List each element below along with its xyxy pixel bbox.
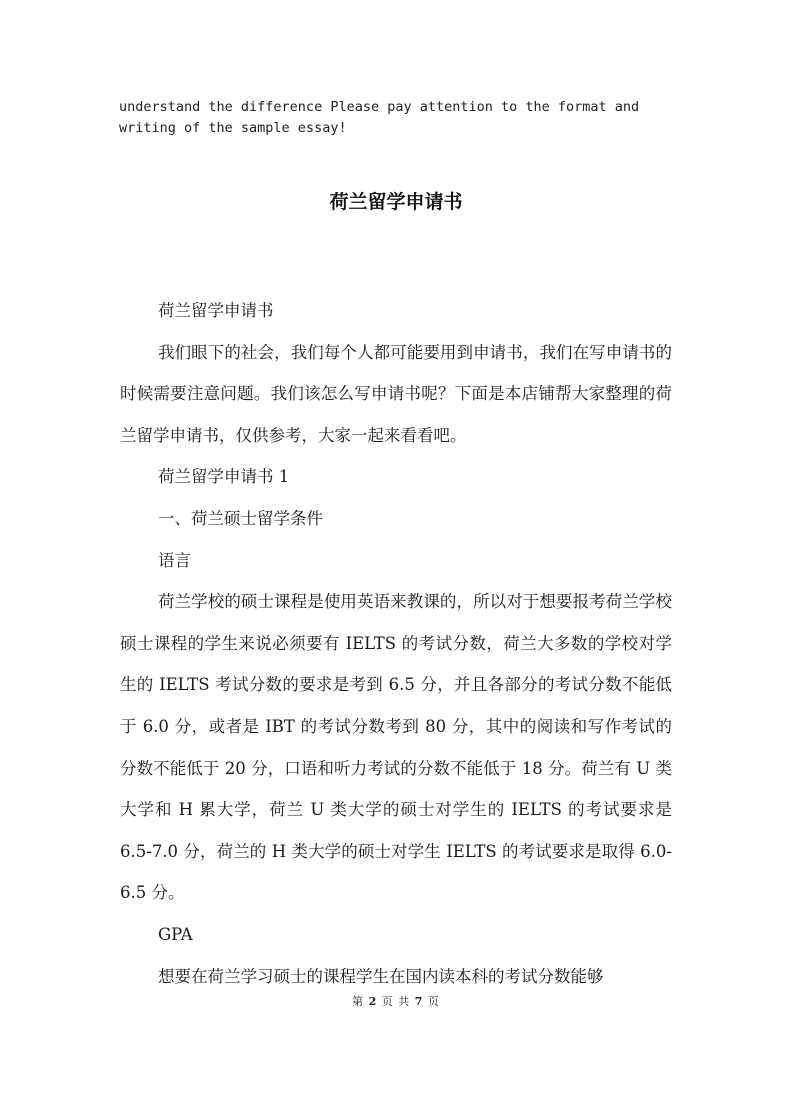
document-title: 荷兰留学申请书 bbox=[329, 191, 463, 213]
paragraph-subheading-conditions: 一、荷兰硕士留学条件 bbox=[158, 508, 323, 528]
document-body bbox=[120, 290, 672, 997]
paragraph-subheading-gpa: GPA bbox=[158, 924, 193, 944]
paragraph-section-title: 荷兰留学申请书 1 bbox=[158, 467, 290, 487]
footer-current-page: 2 bbox=[368, 995, 378, 1008]
paragraph-language-requirements: 荷兰学校的硕士课程是使用英语来教课的，所以对于想要报考荷兰学校硕士课程的学生来说必须要有 IELTS 的考试分数，荷兰大多数的学校对学生的 IELTS 考试分数的要求是考到 6.5 分，并且各部分的考试分数不能低于 6.0 分，或者是 IBT 的考试分数考到 80 分，其中的阅读和写作考试的分数不能低于 20 分，口语和听力考试的分数不能低于 18 分。荷兰有 U 类大学和 H 累大学，荷兰 U 类大学的硕士对学生的 IELTS 的考试要求是 6.5-7.0 分，荷兰的 H 类大学的硕士对学生 IELTS 的考试要求是取得 6.0-6.5 分。 bbox=[120, 592, 672, 903]
footer-prefix: 第 bbox=[352, 995, 365, 1008]
paragraph-gpa-requirements: 想要在荷兰学习硕士的课程学生在国内读本科的考试分数能够 bbox=[158, 966, 604, 986]
paragraph-intro: 我们眼下的社会，我们每个人都可能要用到申请书，我们在写申请书的时候需要注意问题。我们该怎么写申请书呢？下面是本店铺帮大家整理的荷兰留学申请书，仅供参考，大家一起来看看吧。 bbox=[120, 342, 672, 445]
page-footer bbox=[0, 994, 792, 1010]
intro-text: understand the difference Please pay attention to the format and writing of the sample essay! bbox=[119, 99, 640, 136]
footer-middle: 页 共 bbox=[381, 995, 411, 1008]
paragraph-subheading-language: 语言 bbox=[158, 550, 191, 570]
paragraph-heading: 荷兰留学申请书 bbox=[158, 301, 274, 320]
footer-suffix: 页 bbox=[427, 995, 440, 1008]
footer-total-pages: 7 bbox=[414, 995, 424, 1008]
